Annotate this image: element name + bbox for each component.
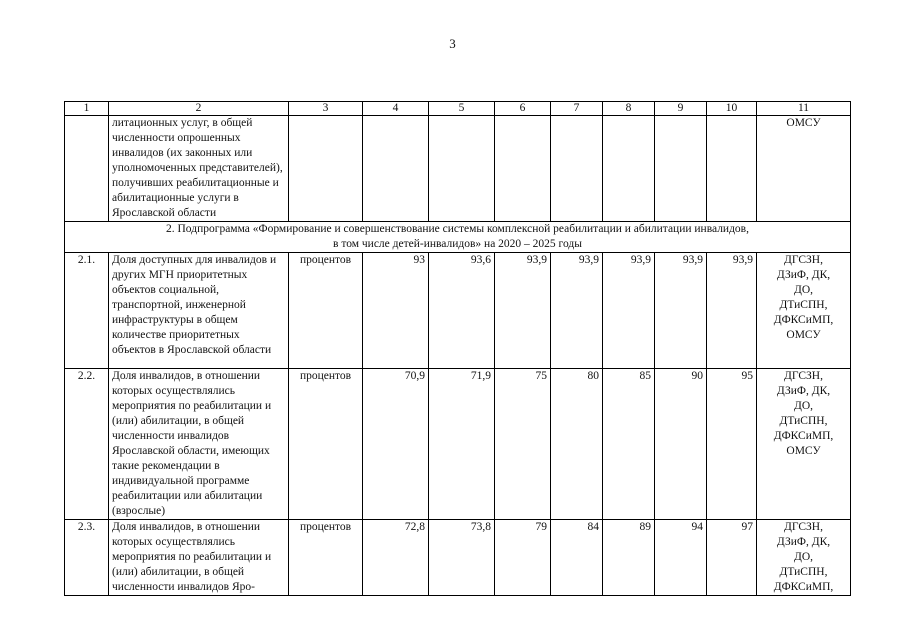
table-row [65,116,851,222]
org-name: ДГСЗН, [784,254,823,266]
indicator-text: Доля доступных для инвалидов и других МГН приоритетных объектов социальной, транспортной, инженерной инфраструктуры в общем количестве приоритетных объектов в Ярославской области [109,253,289,369]
org-name: ОМСУ [786,445,821,457]
value-cell: 73,8 [429,520,495,596]
value-cell: 97 [707,520,757,596]
value-cell: 93 [363,253,429,369]
org-name: ДО, [793,551,814,563]
org-name: ДГСЗН, [784,521,823,533]
row-number: 2.2. [65,369,109,520]
column-number: 6 [495,102,551,116]
org-name: ДО, [793,284,814,296]
indicator-text: Доля инвалидов, в отношении которых осуществлялись мероприятия по реабилитации и (или) абилитации, в общей численности инвалидов Яро- [109,520,289,596]
table-row [65,520,851,596]
indicator-text: Доля инвалидов, в отношении которых осуществлялись мероприятия по реабилитации и (или) абилитации, в общей численности инвалидов Ярославской области, имеющих такие рекомендации в индивидуальной программе реабилитации или абилитации (взрослые) [109,369,289,520]
row-number: 2.1. [65,253,109,369]
value-cell: 85 [603,369,655,520]
value-cell: 89 [603,520,655,596]
org-name: ДЗиФ, ДК, [776,269,831,281]
column-number: 10 [707,102,757,116]
org-name: ДТиСПН, [779,566,828,578]
column-number: 11 [757,102,851,116]
value-cell: 71,9 [429,369,495,520]
unit: процентов [289,369,363,520]
column-number: 5 [429,102,495,116]
value-cell: 90 [655,369,707,520]
org-name: ДГСЗН, [784,370,823,382]
table-row [65,369,851,520]
value-cell: 93,9 [655,253,707,369]
table-row [65,253,851,369]
section-title [65,222,851,253]
column-number: 1 [65,102,109,116]
column-number: 8 [603,102,655,116]
value-cell: 94 [655,520,707,596]
row-number: 2.3. [65,520,109,596]
org-name: ДЗиФ, ДК, [776,536,831,548]
section-title-line: 2. Подпрограмма «Формирование и совершенствование системы комплексной реабилитации и абилитации инвалидов, [166,223,749,235]
responsible-orgs [757,520,851,596]
column-number-row [65,102,851,116]
value-cell: 93,6 [429,253,495,369]
org-name: ДФКСиМП, [773,314,834,326]
column-number: 9 [655,102,707,116]
value-cell: 93,9 [603,253,655,369]
indicators-table [64,101,851,596]
value-cell: 70,9 [363,369,429,520]
page-number: 3 [449,36,456,51]
responsible-orgs [757,253,851,369]
value-cell: 80 [551,369,603,520]
org-name: ДТиСПН, [779,415,828,427]
org-name: ДТиСПН, [779,299,828,311]
column-number: 7 [551,102,603,116]
org-name: ДФКСиМП, [773,430,834,442]
unit: процентов [289,520,363,596]
value-cell: 84 [551,520,603,596]
org-name: ДФКСиМП, [773,581,834,593]
value-cell: 79 [495,520,551,596]
section-title-line: в том числе детей-инвалидов» на 2020 – 2025 годы [333,238,582,250]
responsible-orgs [757,369,851,520]
value-cell: 72,8 [363,520,429,596]
column-number: 4 [363,102,429,116]
column-number: 3 [289,102,363,116]
column-number: 2 [109,102,289,116]
value-cell: 93,9 [707,253,757,369]
value-cell: 93,9 [495,253,551,369]
section-row [65,222,851,253]
value-cell: 95 [707,369,757,520]
responsible-orgs: ОМСУ [757,116,851,222]
table-bottom-border [64,595,850,596]
value-cell: 93,9 [551,253,603,369]
org-name: ДО, [793,400,814,412]
value-cell: 75 [495,369,551,520]
org-name: ДЗиФ, ДК, [776,385,831,397]
org-name: ОМСУ [786,329,821,341]
unit: процентов [289,253,363,369]
indicator-text: литационных услуг, в общей численности опрошенных инвалидов (их законных или уполномоченных представителей), получивших реабилитационные и абилитационные услуги в Ярославской области [109,116,289,222]
page-bottom-mask [0,596,905,640]
